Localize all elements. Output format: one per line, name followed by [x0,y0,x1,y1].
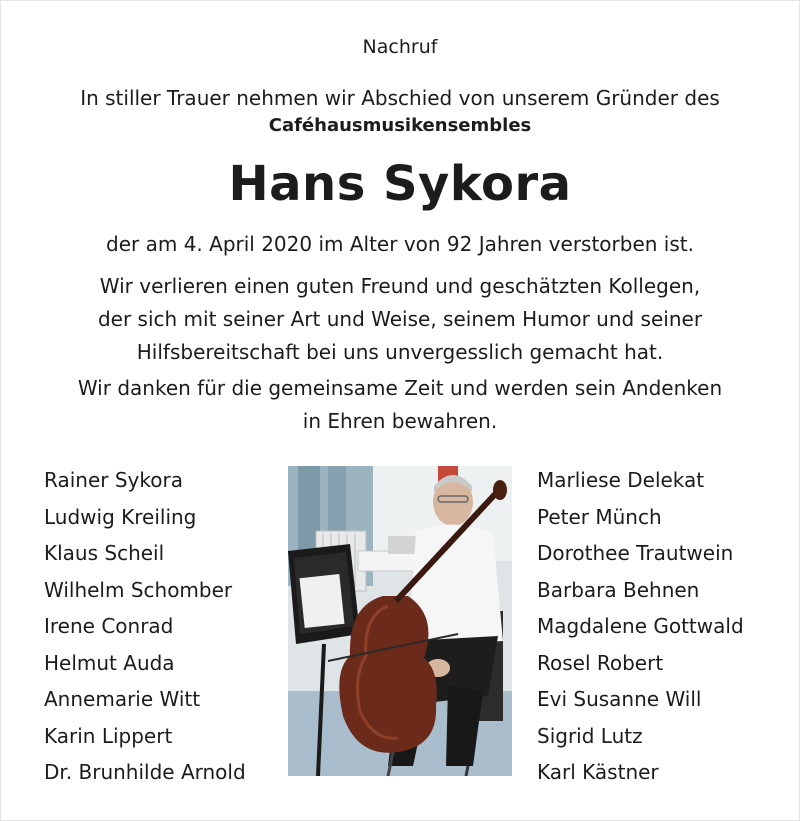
deceased-name: Hans Sykora [228,156,572,212]
mourner-name: Klaus Scheil [44,541,165,565]
intro-line: In stiller Trauer nehmen wir Abschied von unserem Gründer des [80,86,720,110]
mourner-name: Annemarie Witt [44,687,201,711]
mourner-name: Helmut Auda [44,650,175,675]
mourner-name: Dr. Brunhilde Arnold [44,760,246,784]
mourner-name: Magdalene Gottwald [537,614,744,638]
mourner-name: Karl Kästner [537,760,659,784]
mourner-name: Irene Conrad [44,614,174,638]
ensemble-name: Caféhausmusikensembles [268,115,532,136]
tribute-line: Hilfsbereitschaft bei uns unvergesslich gemacht hat. [136,340,664,364]
death-date-line: der am 4. April 2020 im Alter von 92 Jahren verstorben ist. [106,232,694,256]
tribute-line: Wir verlieren einen guten Freund und geschätzten Kollegen, [99,274,701,298]
notice-title: Nachruf [362,36,438,58]
mourner-name: Ludwig Kreiling [44,504,197,529]
mourner-name: Rainer Sykora [44,468,183,492]
mourners-right-column [537,462,744,791]
thanks-paragraph [0,372,800,438]
cellist-photo [288,466,512,776]
mourner-name: Rosel Robert [537,650,664,675]
mourner-name: Karin Lippert [44,723,173,748]
tribute-paragraph [0,270,800,369]
thanks-line: in Ehren bewahren. [302,409,498,433]
mourner-name: Dorothee Trautwein [537,541,734,565]
mourner-name: Marliese Delekat [537,468,705,492]
mourner-name: Peter Münch [537,504,662,529]
mourners-left-column [44,462,246,791]
mourner-name: Sigrid Lutz [537,723,643,748]
tribute-line: der sich mit seiner Art und Weise, seinem Humor und seiner [97,307,703,331]
mourner-name: Evi Susanne Will [537,687,702,711]
mourner-name: Barbara Behnen [537,577,700,602]
mourner-name: Wilhelm Schomber [44,577,233,602]
thanks-line: Wir danken für die gemeinsame Zeit und werden sein Andenken [77,376,723,400]
